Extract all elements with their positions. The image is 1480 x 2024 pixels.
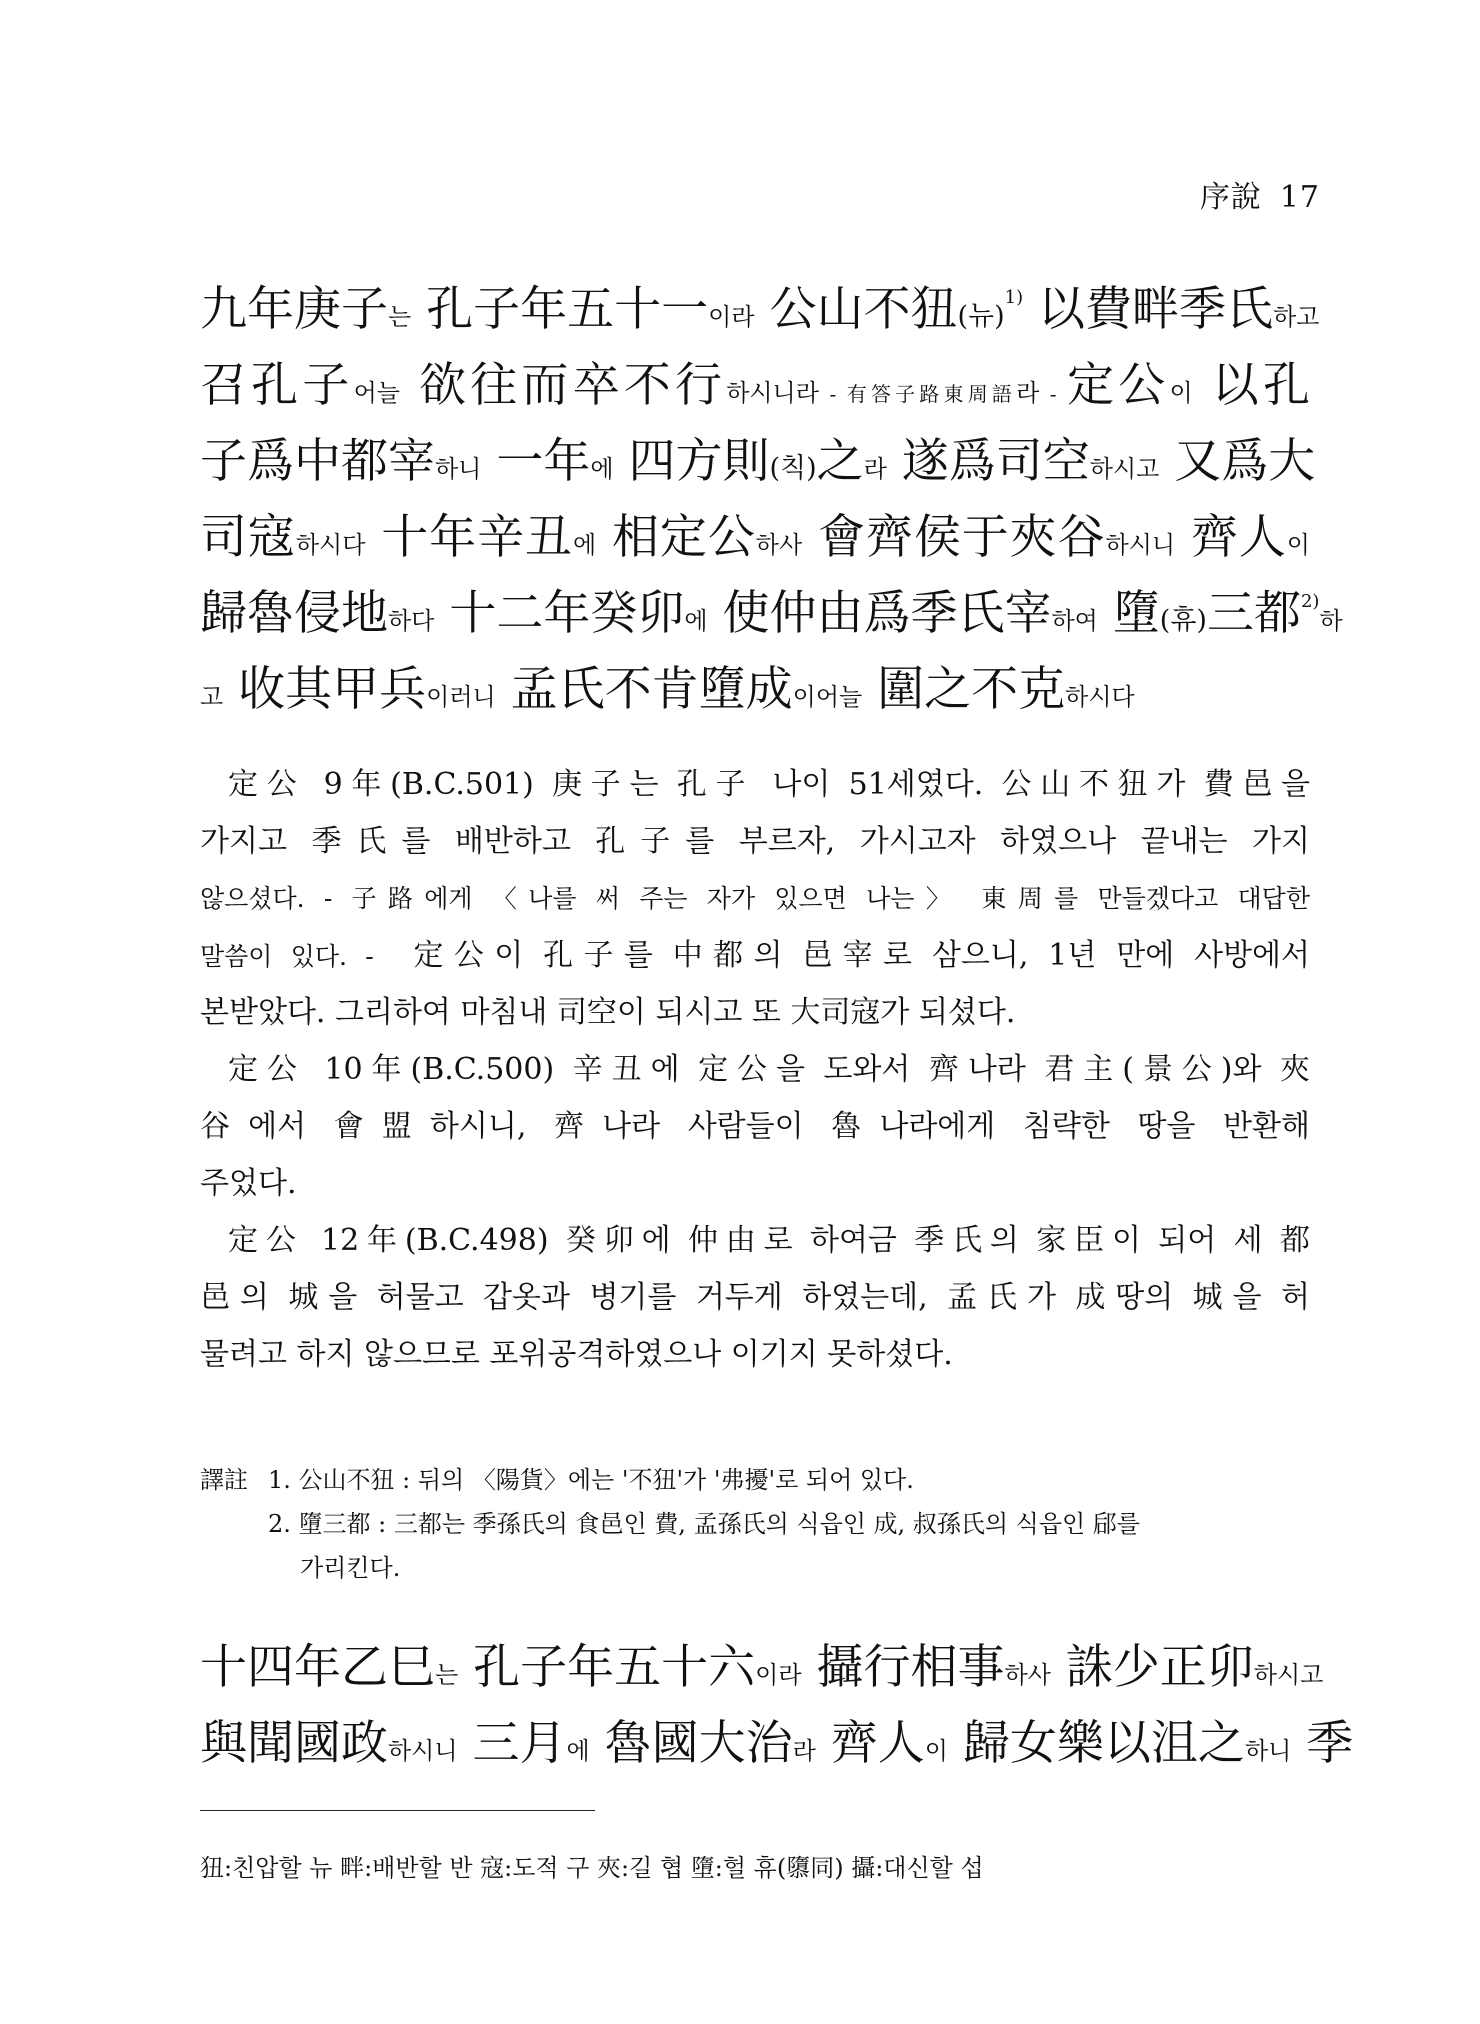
- translator-notes: [200, 1458, 1310, 1590]
- translation-line: 물려고 하지 않으므로 포위공격하였으나 이기지 못하셨다.: [200, 1337, 953, 1372]
- note-item: 譯註 1. 公山不狃 : 뒤의 〈陽貨〉에는 '不狃'가 '弗擾'로 되어 있다.: [200, 1458, 1310, 1502]
- translation-line: 말씀이 있다. - 定公이 孔子를 中都의 邑宰로 삼으니, 1년 만에 사방에서: [200, 938, 1311, 973]
- original-line: 召孔子어늘 欲往而卒不行하시니라 - 有答子路東周語라 - 定公이 以孔: [200, 358, 1310, 413]
- translation-line: 주었다.: [200, 1166, 297, 1201]
- original-text-block-2: [200, 1630, 1354, 1782]
- note-item-continued: 가리킨다.: [300, 1554, 401, 1582]
- note-item: 2. 墮三都 : 三都는 季孫氏의 食邑인 費, 孟孫氏의 식읍인 成, 叔孫氏의 식읍인 郈를: [268, 1510, 1140, 1538]
- original-text-block-1: [200, 272, 1343, 728]
- original-line: 九年庚子는 孔子年五十一이라 公山不狃(뉴)$^{1)}$ 以費畔季氏하고: [200, 282, 1320, 337]
- original-line: 十四年乙巳는 孔子年五十六이라 攝行相事하사 誅少正卯하시고: [200, 1640, 1324, 1695]
- translation-line: 定公 9年(B.C.501) 庚子는 孔子 나이 51세였다. 公山不狃가 費邑을: [228, 767, 1310, 802]
- character-glossary: 狃:친압할 뉴 畔:배반할 반 寇:도적 구 夾:길 협 墮:헐 휴(隳同) 攝:대신할 섭: [200, 1854, 984, 1882]
- translation-line: 본받았다. 그리하여 마침내 司空이 되시고 또 大司寇가 되셨다.: [200, 995, 1016, 1030]
- header-title: 序說: [1199, 180, 1262, 215]
- original-line: 子爲中都宰하니 一年에 四方則(칙)之라 遂爲司空하시고 又爲大: [200, 434, 1316, 489]
- translation-block: [200, 756, 1310, 1383]
- original-line: 司寇하시다 十年辛丑에 相定公하사 會齊侯于夾谷하시니 齊人이: [200, 510, 1310, 565]
- translation-line: 谷에서 會盟하시니, 齊나라 사람들이 魯나라에게 침략한 땅을 반환해: [200, 1109, 1310, 1144]
- translation-line: 定公 12年(B.C.498) 癸卯에 仲由로 하여금 季氏의 家臣이 되어 세 都: [228, 1223, 1310, 1258]
- original-line: 고 收其甲兵이러니 孟氏不肯墮成이어늘 圍之不克하시다: [200, 662, 1135, 717]
- footnote-divider: [200, 1810, 595, 1811]
- original-line: 歸魯侵地하다 十二年癸卯에 使仲由爲季氏宰하여 墮(휴)三都$^{2)}$하: [200, 586, 1343, 641]
- notes-label: 譯註: [200, 1466, 248, 1494]
- translation-line: 邑의 城을 허물고 갑옷과 병기를 거두게 하였는데, 孟氏가 成땅의 城을 허: [200, 1280, 1310, 1315]
- translation-line: 定公 10年(B.C.500) 辛丑에 定公을 도와서 齊나라 君主(景公)와 夾: [228, 1052, 1310, 1087]
- original-line: 與聞國政하시니 三月에 魯國大治라 齊人이 歸女樂以沮之하니 季: [200, 1716, 1354, 1771]
- translation-line: 가지고 季氏를 배반하고 孔子를 부르자, 가시고자 하였으나 끝내는 가지: [200, 824, 1310, 859]
- page-header: [1200, 172, 1320, 216]
- translation-line: 않으셨다. - 子路에게 〈나를 써 주는 자가 있으면 나는〉 東周를 만들겠다고 대답한: [200, 884, 1310, 913]
- page-number: 17: [1279, 180, 1320, 215]
